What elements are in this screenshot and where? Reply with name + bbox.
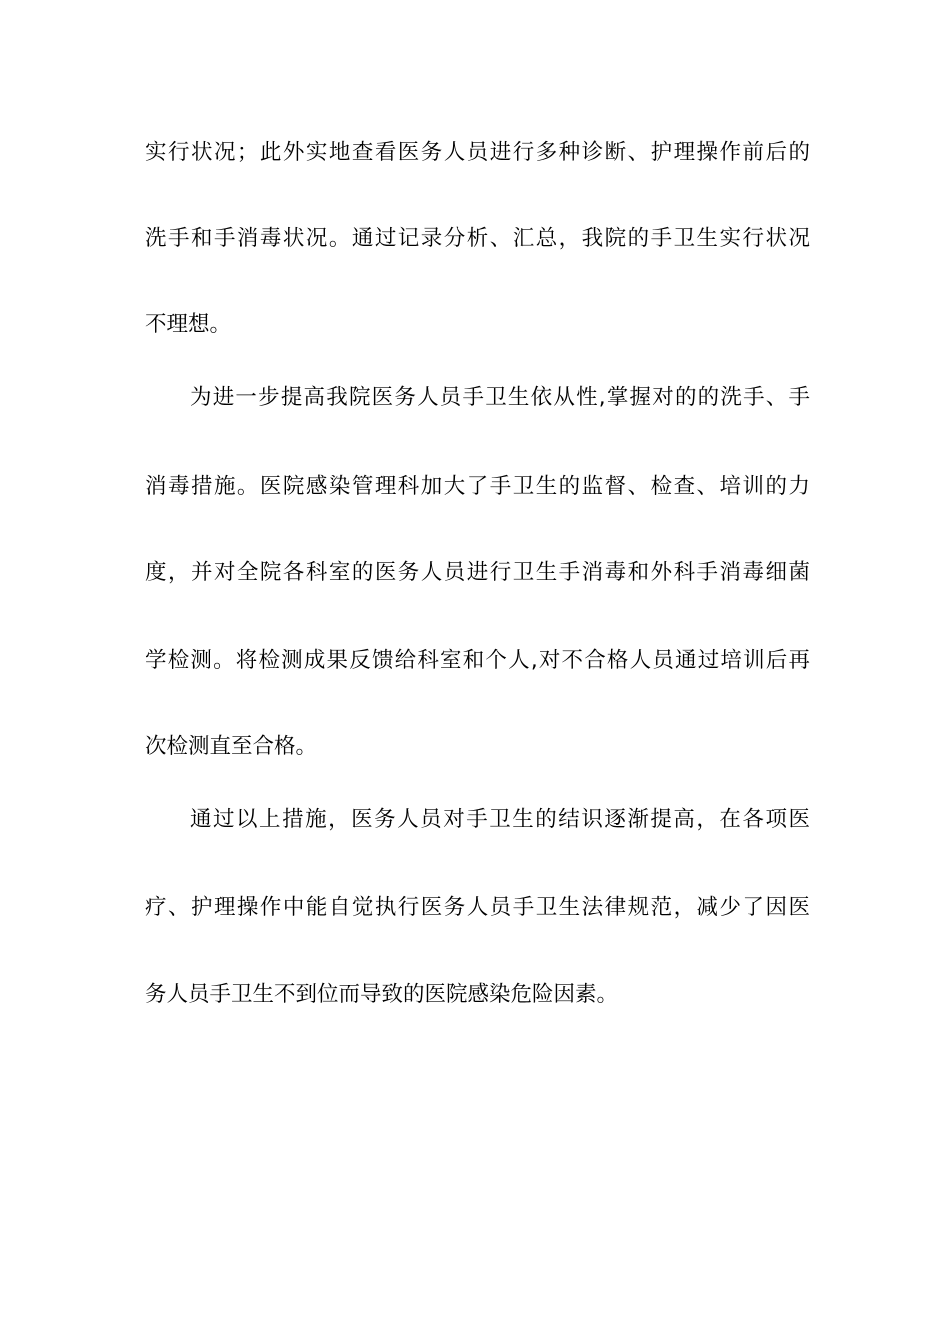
text-line: 度，并对全院各科室的医务人员进行卫生手消毒和外科手消毒细菌	[145, 560, 810, 585]
text-line: 为进一步提高我院医务人员手卫生依从性,掌握对的的洗手、手	[190, 385, 810, 410]
text-line: 消毒措施。医院感染管理科加大了手卫生的监督、检查、培训的力	[145, 474, 810, 499]
text-line: 实行状况；此外实地查看医务人员进行多种诊断、护理操作前后的	[145, 140, 810, 165]
text-line: 疗、护理操作中能自觉执行医务人员手卫生法律规范，减少了因医	[145, 895, 810, 920]
text-line: 通过以上措施，医务人员对手卫生的结识逐渐提高，在各项医	[190, 807, 810, 832]
text-line: 不理想。	[145, 312, 232, 337]
text-line: 务人员手卫生不到位而导致的医院感染危险因素。	[145, 982, 619, 1007]
text-line: 洗手和手消毒状况。通过记录分析、汇总，我院的手卫生实行状况	[145, 226, 810, 251]
text-line: 学检测。将检测成果反馈给科室和个人,对不合格人员通过培训后再	[145, 648, 810, 673]
text-line: 次检测直至合格。	[145, 734, 318, 759]
